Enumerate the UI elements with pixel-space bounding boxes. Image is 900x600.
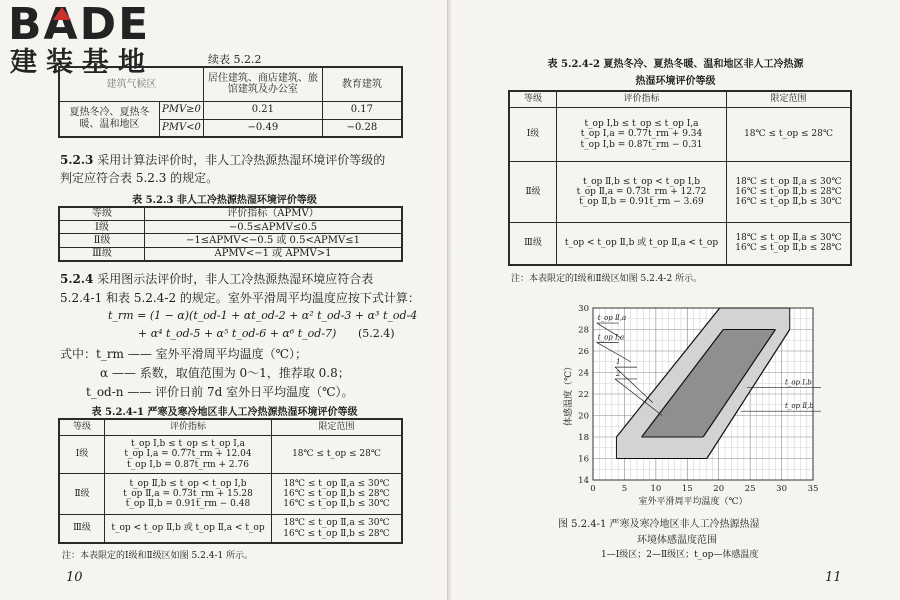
x-tick-label: 10 — [650, 484, 662, 494]
y-tick-label: 30 — [578, 304, 589, 314]
region-cell: 夏热冬冷、夏热冬暖、温和地区 — [59, 101, 159, 137]
header-cell: 评价指标 — [105, 419, 272, 435]
table-5-2-4-2 — [508, 90, 852, 266]
grade-cell: Ⅱ级 — [59, 234, 145, 247]
index-cell — [105, 515, 272, 544]
page-number: 11 — [825, 570, 842, 585]
header-cell: 等级 — [59, 419, 105, 435]
where-line-3: t_od-n —— 评价日前 7d 室外日平均温度（℃）。 — [86, 385, 354, 399]
where-line-2: α —— 系数，取值范围为 0～1，推荐取 0.8； — [100, 366, 350, 380]
range-line: 18℃ ≤ t_op Ⅱ,a ≤ 30℃ — [283, 478, 390, 489]
value-cell: −0.28 — [322, 119, 402, 137]
range-line: 16℃ ≤ t_op Ⅱ,b ≤ 30℃ — [283, 499, 390, 510]
table-note: 注：本表限定的Ⅰ级和Ⅱ级区如图 5.2.4-2 所示。 — [511, 274, 703, 284]
index-cell: −0.5≤APMV≤0.5 — [145, 221, 403, 234]
header-cell: 评价指标（APMV） — [145, 207, 403, 221]
index-line: t_op Ⅰ,b = 0.87t_rm + 2.76 — [127, 459, 249, 470]
range-cell — [727, 162, 852, 223]
x-tick-label: 15 — [681, 484, 693, 494]
index-line: t_op Ⅱ,b ≤ t_op < t_op Ⅰ,b — [582, 176, 701, 187]
index-line: t_op < t_op Ⅱ,b 或 t_op Ⅱ,a < t_op — [564, 238, 719, 249]
y-axis-label: 体感温度（℃） — [564, 361, 574, 427]
index-line: t_op Ⅱ,b = 0.91t_rm − 0.48 — [125, 499, 251, 510]
right-page — [451, 0, 900, 600]
table-5-2-4-1 — [58, 418, 403, 544]
index-line: t_op Ⅱ,b ≤ t_op < t_op Ⅰ,b — [129, 478, 247, 489]
range-cell — [272, 515, 403, 544]
cont-caption: 续表 5.2.2 — [208, 53, 262, 66]
index-line: t_op Ⅱ,b = 0.91t_rm − 3.69 — [579, 197, 704, 208]
cond-cell: PMV≥0 — [159, 101, 203, 119]
y-tick-label: 14 — [578, 476, 589, 486]
table-5-2-3 — [58, 206, 403, 262]
index-cell: −1≤APMV<−0.5 或 0.5<APMV≤1 — [145, 234, 403, 247]
y-tick-label: 16 — [578, 454, 589, 465]
header-cell: 评价指标 — [557, 91, 727, 107]
grade-cell: Ⅲ级 — [59, 515, 105, 544]
range-cell — [727, 107, 852, 162]
annotation-label: t_op Ⅱ,b — [785, 402, 814, 411]
clause-text: 采用图示法评价时，非人工冷热源热湿环境应符合表 — [97, 272, 374, 286]
clause-5-2-3 — [60, 151, 410, 187]
range-line: 18℃ ≤ t_op ≤ 28℃ — [744, 129, 833, 140]
annotation-label: 1 — [616, 358, 621, 367]
left-page — [0, 0, 449, 600]
y-tick-label: 18 — [578, 433, 589, 443]
index-line: t_op Ⅱ,a = 0.73t_rm + 15.28 — [123, 489, 253, 499]
x-tick-label: 20 — [713, 484, 725, 494]
annotation-label: t_op Ⅰ,a — [597, 333, 625, 342]
range-line: 18℃ ≤ t_op Ⅱ,a ≤ 30℃ — [735, 176, 842, 187]
header-cell: 限定范围 — [272, 419, 403, 435]
range-cell — [727, 222, 852, 265]
value-cell: −0.49 — [203, 119, 322, 137]
grade-cell: Ⅰ级 — [59, 435, 105, 474]
annotation-label: t_op Ⅱ,a — [597, 314, 627, 323]
y-tick-label: 26 — [578, 347, 589, 357]
table-note: 注：本表限定的Ⅰ级和Ⅱ级区如图 5.2.4-1 所示。 — [62, 551, 254, 561]
index-cell — [557, 162, 727, 223]
index-line: t_op Ⅰ,b ≤ t_op ≤ t_op Ⅰ,a — [584, 118, 699, 129]
logo-text-en: BADE — [8, 0, 151, 50]
grade-cell: Ⅰ级 — [509, 107, 557, 162]
grade-cell: Ⅲ级 — [59, 247, 145, 261]
y-tick-label: 22 — [578, 390, 589, 400]
table-5-2-2-cont — [58, 66, 403, 138]
title-line: 表 5.2.4-2 夏热冬冷、夏热冬暖、温和地区非人工冷热源 — [547, 59, 804, 70]
index-line: t_op Ⅰ,b = 0.87t_rm − 0.31 — [580, 139, 703, 150]
x-axis-label: 室外平滑周平均温度（℃） — [638, 497, 748, 505]
cond-cell: PMV<0 — [159, 119, 203, 137]
index-line: t_op < t_op Ⅱ,b 或 t_op Ⅱ,a < t_op — [111, 523, 265, 534]
clause-text: 判定应符合表 5.2.3 的规定。 — [60, 171, 219, 185]
x-tick-label: 30 — [776, 484, 787, 494]
fig-caption-line-1: 图 5.2.4-1 严寒及寒冷地区非人工冷热源热湿 — [558, 519, 760, 530]
header-cell: 等级 — [59, 207, 145, 221]
logo-text-cn: 建装基地 — [10, 47, 154, 78]
index-cell: APMV<−1 或 APMV>1 — [145, 247, 403, 261]
logo-triangle-icon — [53, 7, 71, 20]
range-line: 16℃ ≤ t_op Ⅱ,b ≤ 28℃ — [735, 243, 842, 254]
index-cell — [557, 222, 727, 265]
header-region: 建筑气候区 — [59, 67, 203, 101]
annotation-label: t_op Ⅰ,b — [785, 378, 812, 387]
clause-text: 5.2.4-1 和表 5.2.4-2 的规定。室外平滑周平均温度应按下式计算： — [60, 291, 420, 305]
x-tick-label: 35 — [807, 484, 819, 494]
range-line: 18℃ ≤ t_op Ⅱ,a ≤ 30℃ — [283, 518, 390, 529]
header-cell: 等级 — [509, 91, 557, 107]
comfort-zone-chart — [531, 300, 831, 505]
range-line: 18℃ ≤ t_op Ⅱ,a ≤ 30℃ — [735, 233, 842, 244]
page-number: 10 — [66, 570, 83, 585]
range-cell — [272, 435, 403, 474]
header-cell: 限定范围 — [727, 91, 852, 107]
index-cell — [557, 107, 727, 162]
index-cell — [105, 435, 272, 474]
value-cell: 0.21 — [203, 101, 322, 119]
x-tick-label: 25 — [744, 484, 756, 494]
clause-number: 5.2.3 — [60, 153, 94, 167]
clause-number: 5.2.4 — [60, 272, 94, 286]
y-tick-label: 20 — [578, 411, 589, 422]
y-tick-label: 24 — [578, 368, 589, 379]
table-5-2-4-1-title: 表 5.2.4-1 严寒及寒冷地区非人工冷热源热湿环境评价等级 — [91, 407, 358, 418]
x-tick-label: 5 — [621, 484, 628, 494]
range-line: 16℃ ≤ t_op Ⅱ,b ≤ 28℃ — [283, 528, 390, 539]
table-5-2-3-title: 表 5.2.3 非人工冷热源热湿环境评价等级 — [132, 195, 317, 206]
fig-caption-line-2: 环境体感温度范围 — [637, 535, 717, 546]
grade-cell: Ⅱ级 — [59, 474, 105, 515]
index-line: t_op Ⅱ,a = 0.73t_rm + 12.72 — [576, 186, 707, 197]
clause-5-2-4 — [60, 270, 420, 308]
header-col2: 教育建筑 — [322, 67, 402, 101]
header-col1: 居住建筑、商店建筑、旅馆建筑及办公室 — [203, 67, 322, 101]
where-line-1: 式中：t_rm —— 室外平滑周平均温度（℃）； — [60, 347, 307, 361]
index-line: t_op Ⅰ,b ≤ t_op ≤ t_op Ⅰ,a — [130, 439, 246, 450]
index-line: t_op Ⅰ,a = 0.77t_rm + 9.34 — [580, 129, 703, 140]
range-line: 16℃ ≤ t_op Ⅱ,b ≤ 28℃ — [283, 489, 390, 499]
grade-cell: Ⅲ级 — [509, 222, 557, 265]
fig-caption-line-3: 1—Ⅰ级区；2—Ⅱ级区；t_op—体感温度 — [601, 550, 759, 560]
range-cell — [272, 474, 403, 515]
formula-number: (5.2.4) — [358, 327, 395, 340]
title-line: 热湿环境评价等级 — [635, 76, 716, 87]
y-tick-label: 28 — [578, 325, 589, 336]
formula-line-2: + α⁴ t_od-5 + α⁵ t_od-6 + α⁶ t_od-7) — [138, 327, 337, 340]
range-line: 16℃ ≤ t_op Ⅱ,b ≤ 28℃ — [735, 186, 842, 197]
range-line: 16℃ ≤ t_op Ⅱ,b ≤ 30℃ — [735, 197, 842, 208]
formula-line-1: t_rm = (1 − α)(t_od-1 + αt_od-2 + α² t_od-3 + α³ t_od-4 — [108, 309, 418, 322]
index-line: t_op Ⅰ,a = 0.77t_rm + 12.04 — [124, 449, 252, 460]
grade-cell: Ⅰ级 — [59, 221, 145, 234]
grade-cell: Ⅱ级 — [509, 162, 557, 223]
annotation-label: 2 — [616, 369, 621, 378]
index-cell — [105, 474, 272, 515]
value-cell: 0.17 — [322, 101, 402, 119]
table-5-2-4-2-title — [451, 56, 900, 90]
x-tick-label: 0 — [590, 484, 596, 494]
clause-text: 采用计算法评价时，非人工冷热源热湿环境评价等级的 — [97, 153, 386, 167]
range-line: 18℃ ≤ t_op ≤ 28℃ — [292, 449, 381, 460]
